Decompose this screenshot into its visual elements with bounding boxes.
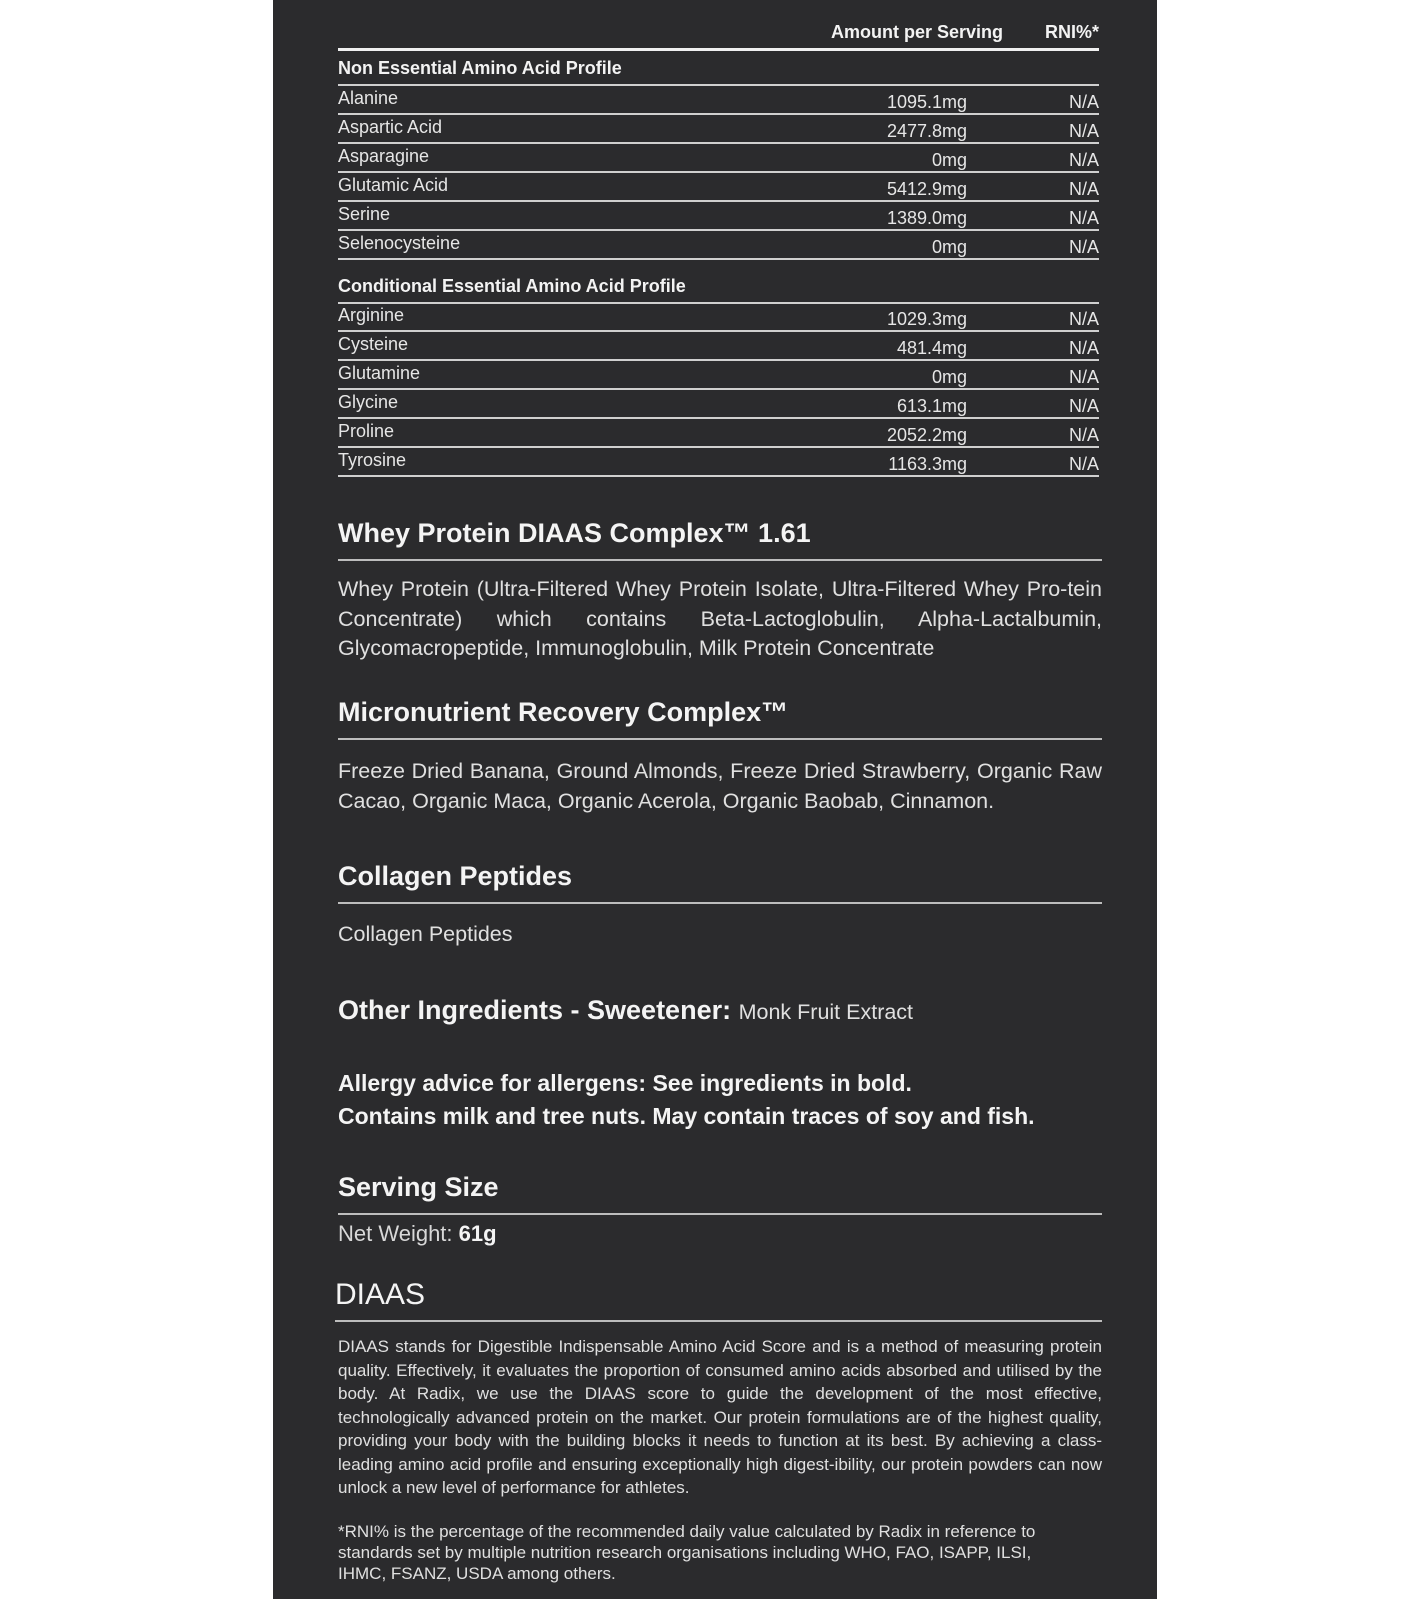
amino-name: Alanine xyxy=(338,88,399,108)
other-ingredients-title: Other Ingredients - Sweetener: xyxy=(338,995,732,1025)
table-row xyxy=(338,144,1099,173)
other-ingredients-value: Monk Fruit Extract xyxy=(738,1000,914,1024)
table-row xyxy=(338,390,1099,419)
table-row xyxy=(338,332,1099,361)
amino-name: Glutamine xyxy=(338,363,421,383)
table-row xyxy=(338,231,1099,260)
amino-name: Arginine xyxy=(338,305,405,325)
rni-footnote: *RNI% is the percentage of the recommended daily value calculated by Radix in reference to standards set by multiple nutrition research organisations including WHO, FAO, ISAPP, ILSI, IHMC, FSANZ, USDA among others. xyxy=(338,1522,1036,1583)
amino-name: Glycine xyxy=(338,392,399,412)
table-row xyxy=(338,173,1099,202)
amino-value: 0mg xyxy=(931,237,967,257)
amino-rni: N/A xyxy=(1068,367,1099,387)
amino-name: Glutamic Acid xyxy=(338,175,449,195)
amino-rni: N/A xyxy=(1068,309,1099,329)
allergy-line-2: Contains milk and tree nuts. May contain traces of soy and fish. xyxy=(338,1103,1035,1129)
amount-header: Amount per Serving xyxy=(830,22,1003,42)
amino-name: Tyrosine xyxy=(338,450,407,470)
micronutrient-section-title: Micronutrient Recovery Complex™ xyxy=(338,697,1102,740)
amino-value: 1389.0mg xyxy=(886,208,967,228)
amino-name: Aspartic Acid xyxy=(338,117,443,137)
amino-rni: N/A xyxy=(1068,338,1099,358)
amino-rni: N/A xyxy=(1068,454,1099,474)
amino-rni: N/A xyxy=(1068,92,1099,112)
table-header xyxy=(338,20,1099,51)
amino-value: 5412.9mg xyxy=(886,179,967,199)
amino-rni: N/A xyxy=(1068,150,1099,170)
whey-section-title: Whey Protein DIAAS Complex™ 1.61 xyxy=(338,518,1102,561)
amino-rni: N/A xyxy=(1068,179,1099,199)
amino-name: Asparagine xyxy=(338,146,430,166)
other-ingredients-line xyxy=(338,995,1102,1026)
non-essential-group-title: Non Essential Amino Acid Profile xyxy=(338,58,1099,86)
table-row xyxy=(338,202,1099,231)
rni-header: RNI%* xyxy=(1044,22,1099,42)
amino-value: 2052.2mg xyxy=(886,425,967,445)
serving-size-title: Serving Size xyxy=(338,1172,1102,1215)
amino-value: 0mg xyxy=(931,367,967,387)
table-row xyxy=(338,115,1099,144)
collagen-section-body: Collagen Peptides xyxy=(338,922,513,946)
amino-rni: N/A xyxy=(1068,208,1099,228)
net-weight xyxy=(338,1221,497,1247)
net-weight-value: 61g xyxy=(458,1221,497,1246)
table-row xyxy=(338,419,1099,448)
amino-name: Selenocysteine xyxy=(338,233,461,253)
diaas-title: DIAAS xyxy=(335,1278,1102,1322)
amino-name: Proline xyxy=(338,421,395,441)
conditional-essential-group-title: Conditional Essential Amino Acid Profile xyxy=(338,276,1099,304)
amino-value: 2477.8mg xyxy=(886,121,967,141)
amino-value: 1029.3mg xyxy=(886,309,967,329)
amino-rni: N/A xyxy=(1068,425,1099,445)
allergy-advice xyxy=(338,1067,1102,1133)
amino-rni: N/A xyxy=(1068,396,1099,416)
amino-value: 1163.3mg xyxy=(888,454,967,474)
net-weight-label: Net Weight: xyxy=(338,1221,453,1246)
micronutrient-section-body: Freeze Dried Banana, Ground Almonds, Freeze Dried Strawberry, Organic Raw Cacao, Organic Maca, Organic Acerola, Organic Baobab, Cinnamon. xyxy=(338,759,1102,813)
amino-name: Serine xyxy=(338,204,391,224)
table-row xyxy=(338,86,1099,115)
allergy-line-1: Allergy advice for allergens: See ingredients in bold. xyxy=(338,1070,912,1096)
amino-value: 481.4mg xyxy=(896,338,967,358)
whey-section-body: Whey Protein (Ultra-Filtered Whey Protein Isolate, Ultra-Filtered Whey Pro-tein Concentrate) which contains Beta-Lactoglobulin, Alpha-Lactalbumin, Glycomacropeptide, Immunoglobulin, Milk Protein Concentrate xyxy=(338,577,1102,660)
amino-value: 613.1mg xyxy=(896,396,967,416)
amino-rni: N/A xyxy=(1068,237,1099,257)
table-row xyxy=(338,303,1099,332)
collagen-section-title: Collagen Peptides xyxy=(338,861,1102,904)
diaas-body: DIAAS stands for Digestible Indispensable Amino Acid Score and is a method of measuring protein quality. Effectively, it evaluates the proportion of consumed amino acids absorbed and utilised by the body. At Radix, we use the DIAAS score to guide the development of the most effective, technologically advanced protein on the market. Our protein formulations are of the highest quality, providing your body with the building blocks it needs to function at its best. By achieving a class-leading amino acid profile and ensuring exceptionally high digest-ibility, our protein powders can now unlock a new level of performance for athletes. xyxy=(338,1337,1102,1497)
amino-value: 1095.1mg xyxy=(886,92,967,112)
amino-name: Cysteine xyxy=(338,334,409,354)
amino-value: 0mg xyxy=(931,150,967,170)
table-row xyxy=(338,448,1099,477)
table-row xyxy=(338,361,1099,390)
amino-rni: N/A xyxy=(1068,121,1099,141)
